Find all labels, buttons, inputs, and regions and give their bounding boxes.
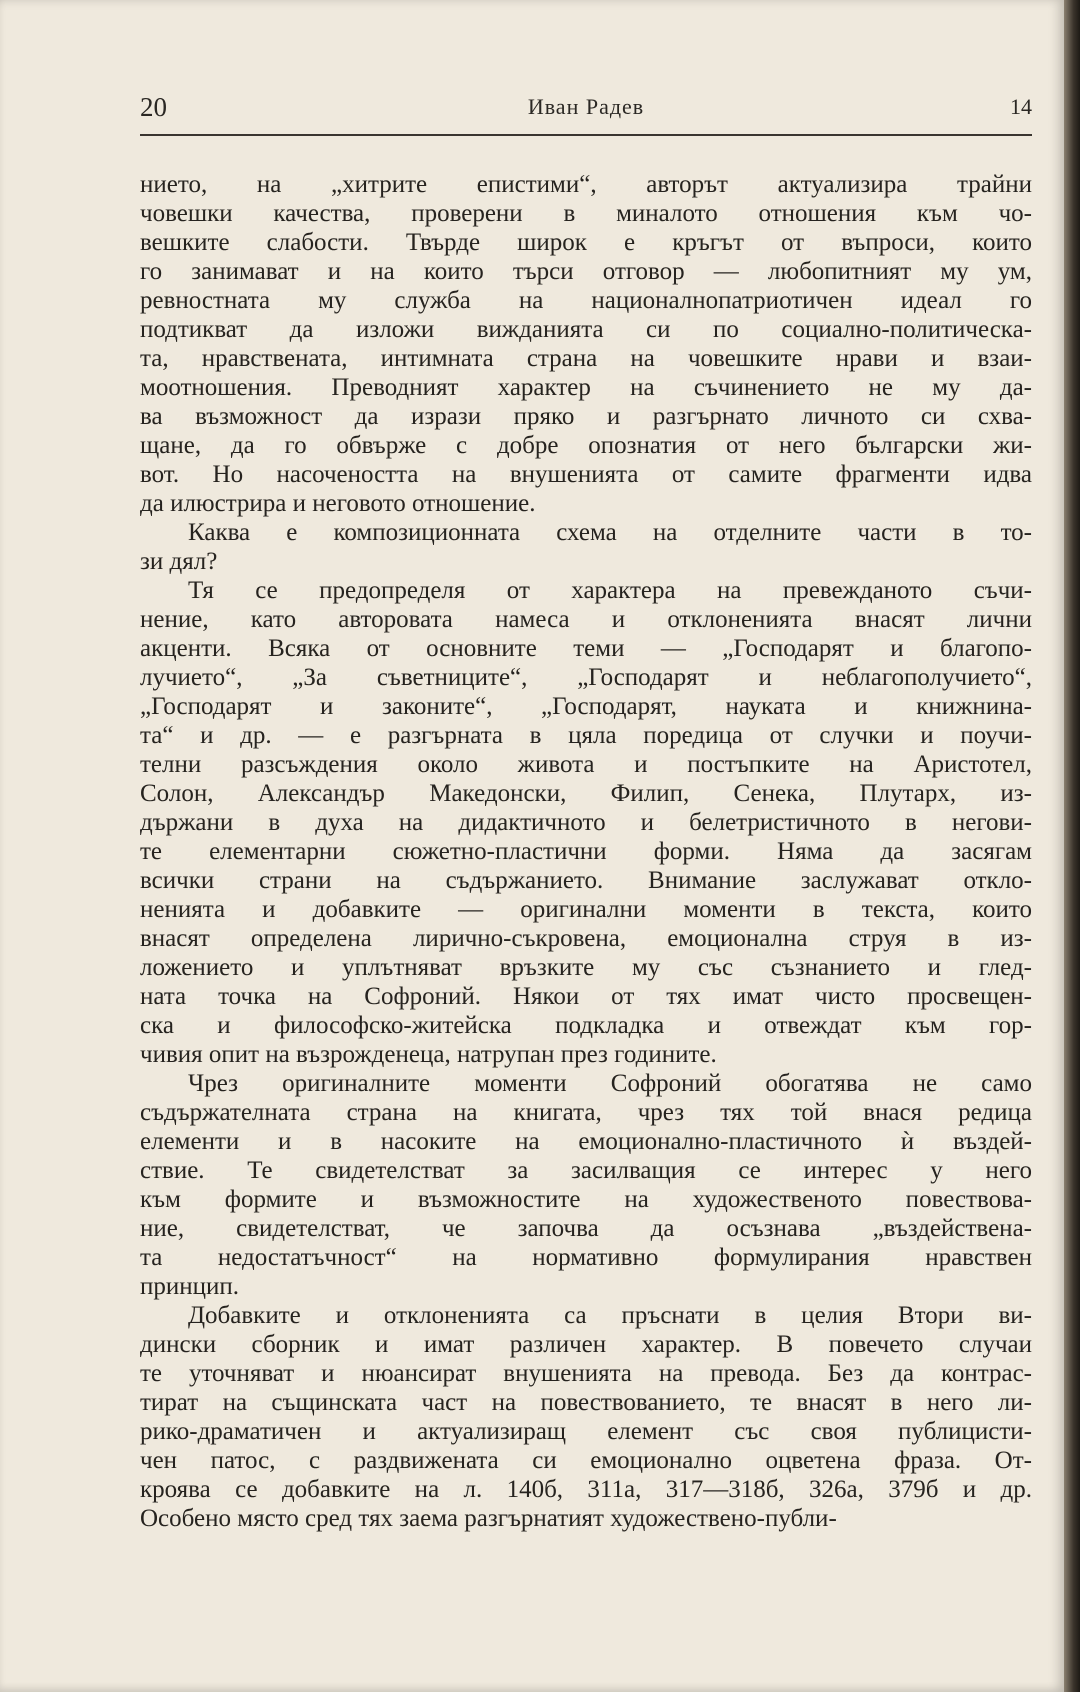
text-line: телни разсъждения около живота и постъпките на Аристотел, <box>140 751 1032 778</box>
text-line: вот. Но насочеността на внушенията от самите фрагменти идва <box>140 461 1032 488</box>
text-line: елементи и в насоките на емоционално-пластичното ѝ въздей- <box>140 1128 1032 1155</box>
text-line: Чрез оригиналните моменти Софроний обогатява не само <box>188 1070 1032 1097</box>
text-line: ска и философско-житейска подкладка и отвеждат към гор- <box>140 1012 1032 1039</box>
text-line: чен патос, с раздвижената си емоционално оцветена фраза. От- <box>140 1447 1032 1474</box>
paragraph <box>140 1069 1032 1301</box>
text-line: нието, на „хитрите епистими“, авторът актуализира трайни <box>140 171 1032 198</box>
text-line: ложението и уплътняват връзките му със съзнанието и глед- <box>140 954 1032 981</box>
text-line: дински сборник и имат различен характер. В повечето случаи <box>140 1331 1032 1358</box>
text-line: те уточняват и нюансират внушенията на превода. Без да контрас- <box>140 1360 1032 1387</box>
text-line: съдържателната страна на книгата, чрез тях той внася редица <box>140 1099 1032 1126</box>
text-line: ние, свидетелстват, че започва да осъзнава „въздействена- <box>140 1215 1032 1242</box>
text-line: внасят определена лирично-съкровена, емоционална струя в из- <box>140 925 1032 952</box>
paragraph <box>140 576 1032 1069</box>
text-line: щане, да го обвърже с добре опознатия от него български жи- <box>140 432 1032 459</box>
paragraph <box>140 170 1032 518</box>
page-number-left: 20 <box>140 92 167 122</box>
text-line: ствие. Те свидетелстват за засилващия се интерес у него <box>140 1157 1032 1184</box>
text-line: та, нравствената, интимната страна на човешките нрави и взаи- <box>140 345 1032 372</box>
running-head-author: Иван Радев <box>527 94 645 119</box>
text-line: рико-драматичен и актуализиращ елемент със своя публицисти- <box>140 1418 1032 1445</box>
text-line: нение, като авторовата намеса и отклоненията внасят лични <box>140 606 1032 633</box>
text-line: Тя се предопределя от характера на превежданото съчи- <box>188 577 1032 604</box>
body-text <box>140 170 1032 1533</box>
text-line: та недостатъчност“ на нормативно формулирания нравствен <box>140 1244 1032 1271</box>
paragraph <box>140 518 1032 576</box>
text-line: кроява се добавките на л. 140б, 311а, 317—318б, 326а, 379б и др. <box>140 1476 1032 1503</box>
text-line: „Господарят и законите“, „Господарят, науката и книжнина- <box>140 693 1032 720</box>
text-line: Добавките и отклоненията са пръснати в целия Втори ви- <box>188 1302 1032 1329</box>
text-line: ненията и добавките — оригинални моменти в текста, които <box>140 896 1032 923</box>
text-line: ва възможност да изрази пряко и разгърнато личното си схва- <box>140 403 1032 430</box>
text-line: държани в духа на дидактичното и белетристичното в негови- <box>140 809 1032 836</box>
text-line: към формите и възможностите на художественото повествова- <box>140 1186 1032 1213</box>
page-edge-shadow <box>1064 0 1080 1692</box>
text-line: подтикват да изложи вижданията си по социално-политическа- <box>140 316 1032 343</box>
header-rule <box>140 134 1032 136</box>
text-line: ната точка на Софроний. Някои от тях имат чисто просвещен- <box>140 983 1032 1010</box>
text-line: чивия опит на възрожденеца, натрупан през годините. <box>140 1041 717 1068</box>
text-line: Солон, Александър Македонски, Филип, Сенека, Плутарх, из- <box>140 780 1032 807</box>
text-line: всички страни на съдържанието. Внимание заслужават откло- <box>140 867 1032 894</box>
text-line: човешки качества, проверени в миналото отношения към чо- <box>140 200 1032 227</box>
text-line: акценти. Всяка от основните теми — „Господарят и благопо- <box>140 635 1032 662</box>
page-number-right: 14 <box>1010 94 1032 119</box>
text-line: го занимават и на които търси отговор — любопитният му ум, <box>140 258 1032 285</box>
page-header <box>140 88 1032 128</box>
paragraph <box>140 1301 1032 1533</box>
text-line: моотношения. Преводният характер на съчинението не му да- <box>140 374 1032 401</box>
text-line: ревностната му служба на националнопатриотичен идеал го <box>140 287 1032 314</box>
text-line: зи дял? <box>140 548 218 575</box>
text-line: вешките слабости. Твърде широк е кръгът от въпроси, които <box>140 229 1032 256</box>
text-line: тират на същинската част на повествованието, те внасят в него ли- <box>140 1389 1032 1416</box>
text-line: та“ и др. — е разгърната в цяла поредица от случки и поучи- <box>140 722 1032 749</box>
text-line: да илюстрира и неговото отношение. <box>140 490 536 517</box>
text-line: Каква е композиционната схема на отделните части в то- <box>188 519 1032 546</box>
text-line: те елементарни сюжетно-пластични форми. Няма да засягам <box>140 838 1032 865</box>
text-line: лучието“, „За съветниците“, „Господарят и неблагополучието“, <box>140 664 1032 691</box>
text-line: Особено място сред тях заема разгърнатият художествено-публи- <box>140 1505 837 1532</box>
text-line: принцип. <box>140 1273 240 1300</box>
